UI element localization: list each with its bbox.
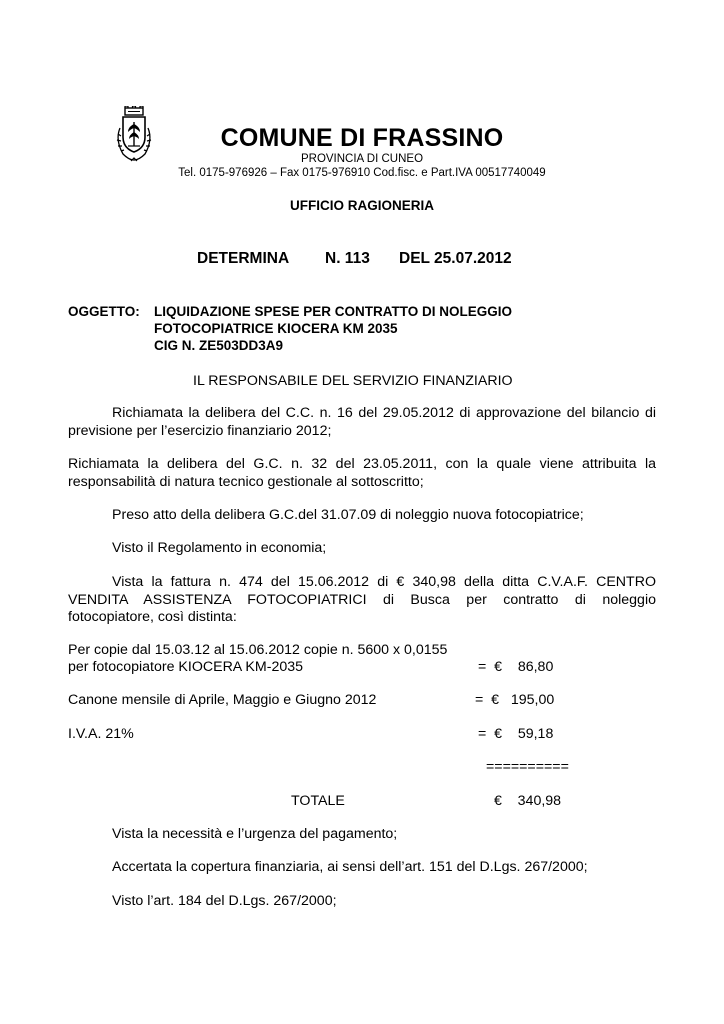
total-separator: ========== (486, 759, 569, 775)
municipality-title: COMUNE DI FRASSINO (220, 124, 504, 152)
breakdown-row-2-label: Canone mensile di Aprile, Maggio e Giugno 2012 (68, 692, 377, 708)
province-line: PROVINCIA DI CUNEO (300, 153, 424, 165)
closing-line-3: Visto l’art. 184 del D.Lgs. 267/2000; (112, 893, 337, 909)
breakdown-row-1-line-1: Per copie dal 15.03.12 al 15.06.2012 copie n. 5600 x 0,0155 (68, 642, 448, 658)
breakdown-row-1-amount: = € 86,80 (478, 659, 554, 675)
total-amount: € 340,98 (494, 793, 562, 809)
subject-line-1: LIQUIDAZIONE SPESE PER CONTRATTO DI NOLEGGIO (154, 304, 513, 319)
paragraph-1-line-1: Richiamata la delibera del C.C. n. 16 del 29.05.2012 di approvazione del bilancio di (112, 405, 656, 421)
paragraph-5-line-3: fotocopiatore, così distinta: (68, 609, 237, 625)
subject-label: OGGETTO: (68, 304, 140, 319)
determina-date: DEL 25.07.2012 (399, 250, 512, 267)
total-label: TOTALE (291, 793, 345, 809)
breakdown-row-3-label: I.V.A. 21% (68, 726, 134, 742)
breakdown-row-2-amount: = € 195,00 (475, 692, 555, 708)
closing-line-1: Vista la necessità e l’urgenza del pagamento; (112, 826, 398, 842)
paragraph-3: Preso atto della delibera G.C.del 31.07.09 di noleggio nuova fotocopiatrice; (112, 507, 584, 523)
paragraph-2-line-2: responsabilità di natura tecnico gestionale al sottoscritto; (68, 474, 424, 490)
paragraph-5-line-2: VENDITA ASSISTENZA FOTOCOPIATRICI di Busca per contratto di noleggio (68, 592, 656, 608)
office-name: UFFICIO RAGIONERIA (290, 198, 434, 213)
determina-label: DETERMINA (197, 250, 290, 267)
breakdown-row-3-amount: = € 59,18 (478, 726, 554, 742)
paragraph-1-line-2: previsione per l’esercizio finanziario 2012; (68, 423, 332, 439)
subject-line-2: FOTOCOPIATRICE KIOCERA KM 2035 (154, 321, 398, 336)
responsible-heading: IL RESPONSABILE DEL SERVIZIO FINANZIARIO (193, 373, 513, 389)
paragraph-5-line-1: Vista la fattura n. 474 del 15.06.2012 di € 340,98 della ditta C.V.A.F. CENTRO (112, 574, 656, 590)
paragraph-2-line-1: Richiamata la delibera del G.C. n. 32 del 23.05.2011, con la quale viene attribuita la (68, 456, 656, 472)
determina-number: N. 113 (325, 250, 370, 267)
breakdown-row-1-line-2: per fotocopiatore KIOCERA KM-2035 (68, 659, 304, 675)
contacts-line: Tel. 0175-976926 – Fax 0175-976910 Cod.fisc. e Part.IVA 00517740049 (178, 167, 546, 179)
closing-line-2: Accertata la copertura finanziaria, ai sensi dell’art. 151 del D.Lgs. 267/2000; (112, 859, 588, 875)
paragraph-4: Visto il Regolamento in economia; (112, 540, 327, 556)
subject-line-3: CIG N. ZE503DD3A9 (154, 338, 284, 353)
